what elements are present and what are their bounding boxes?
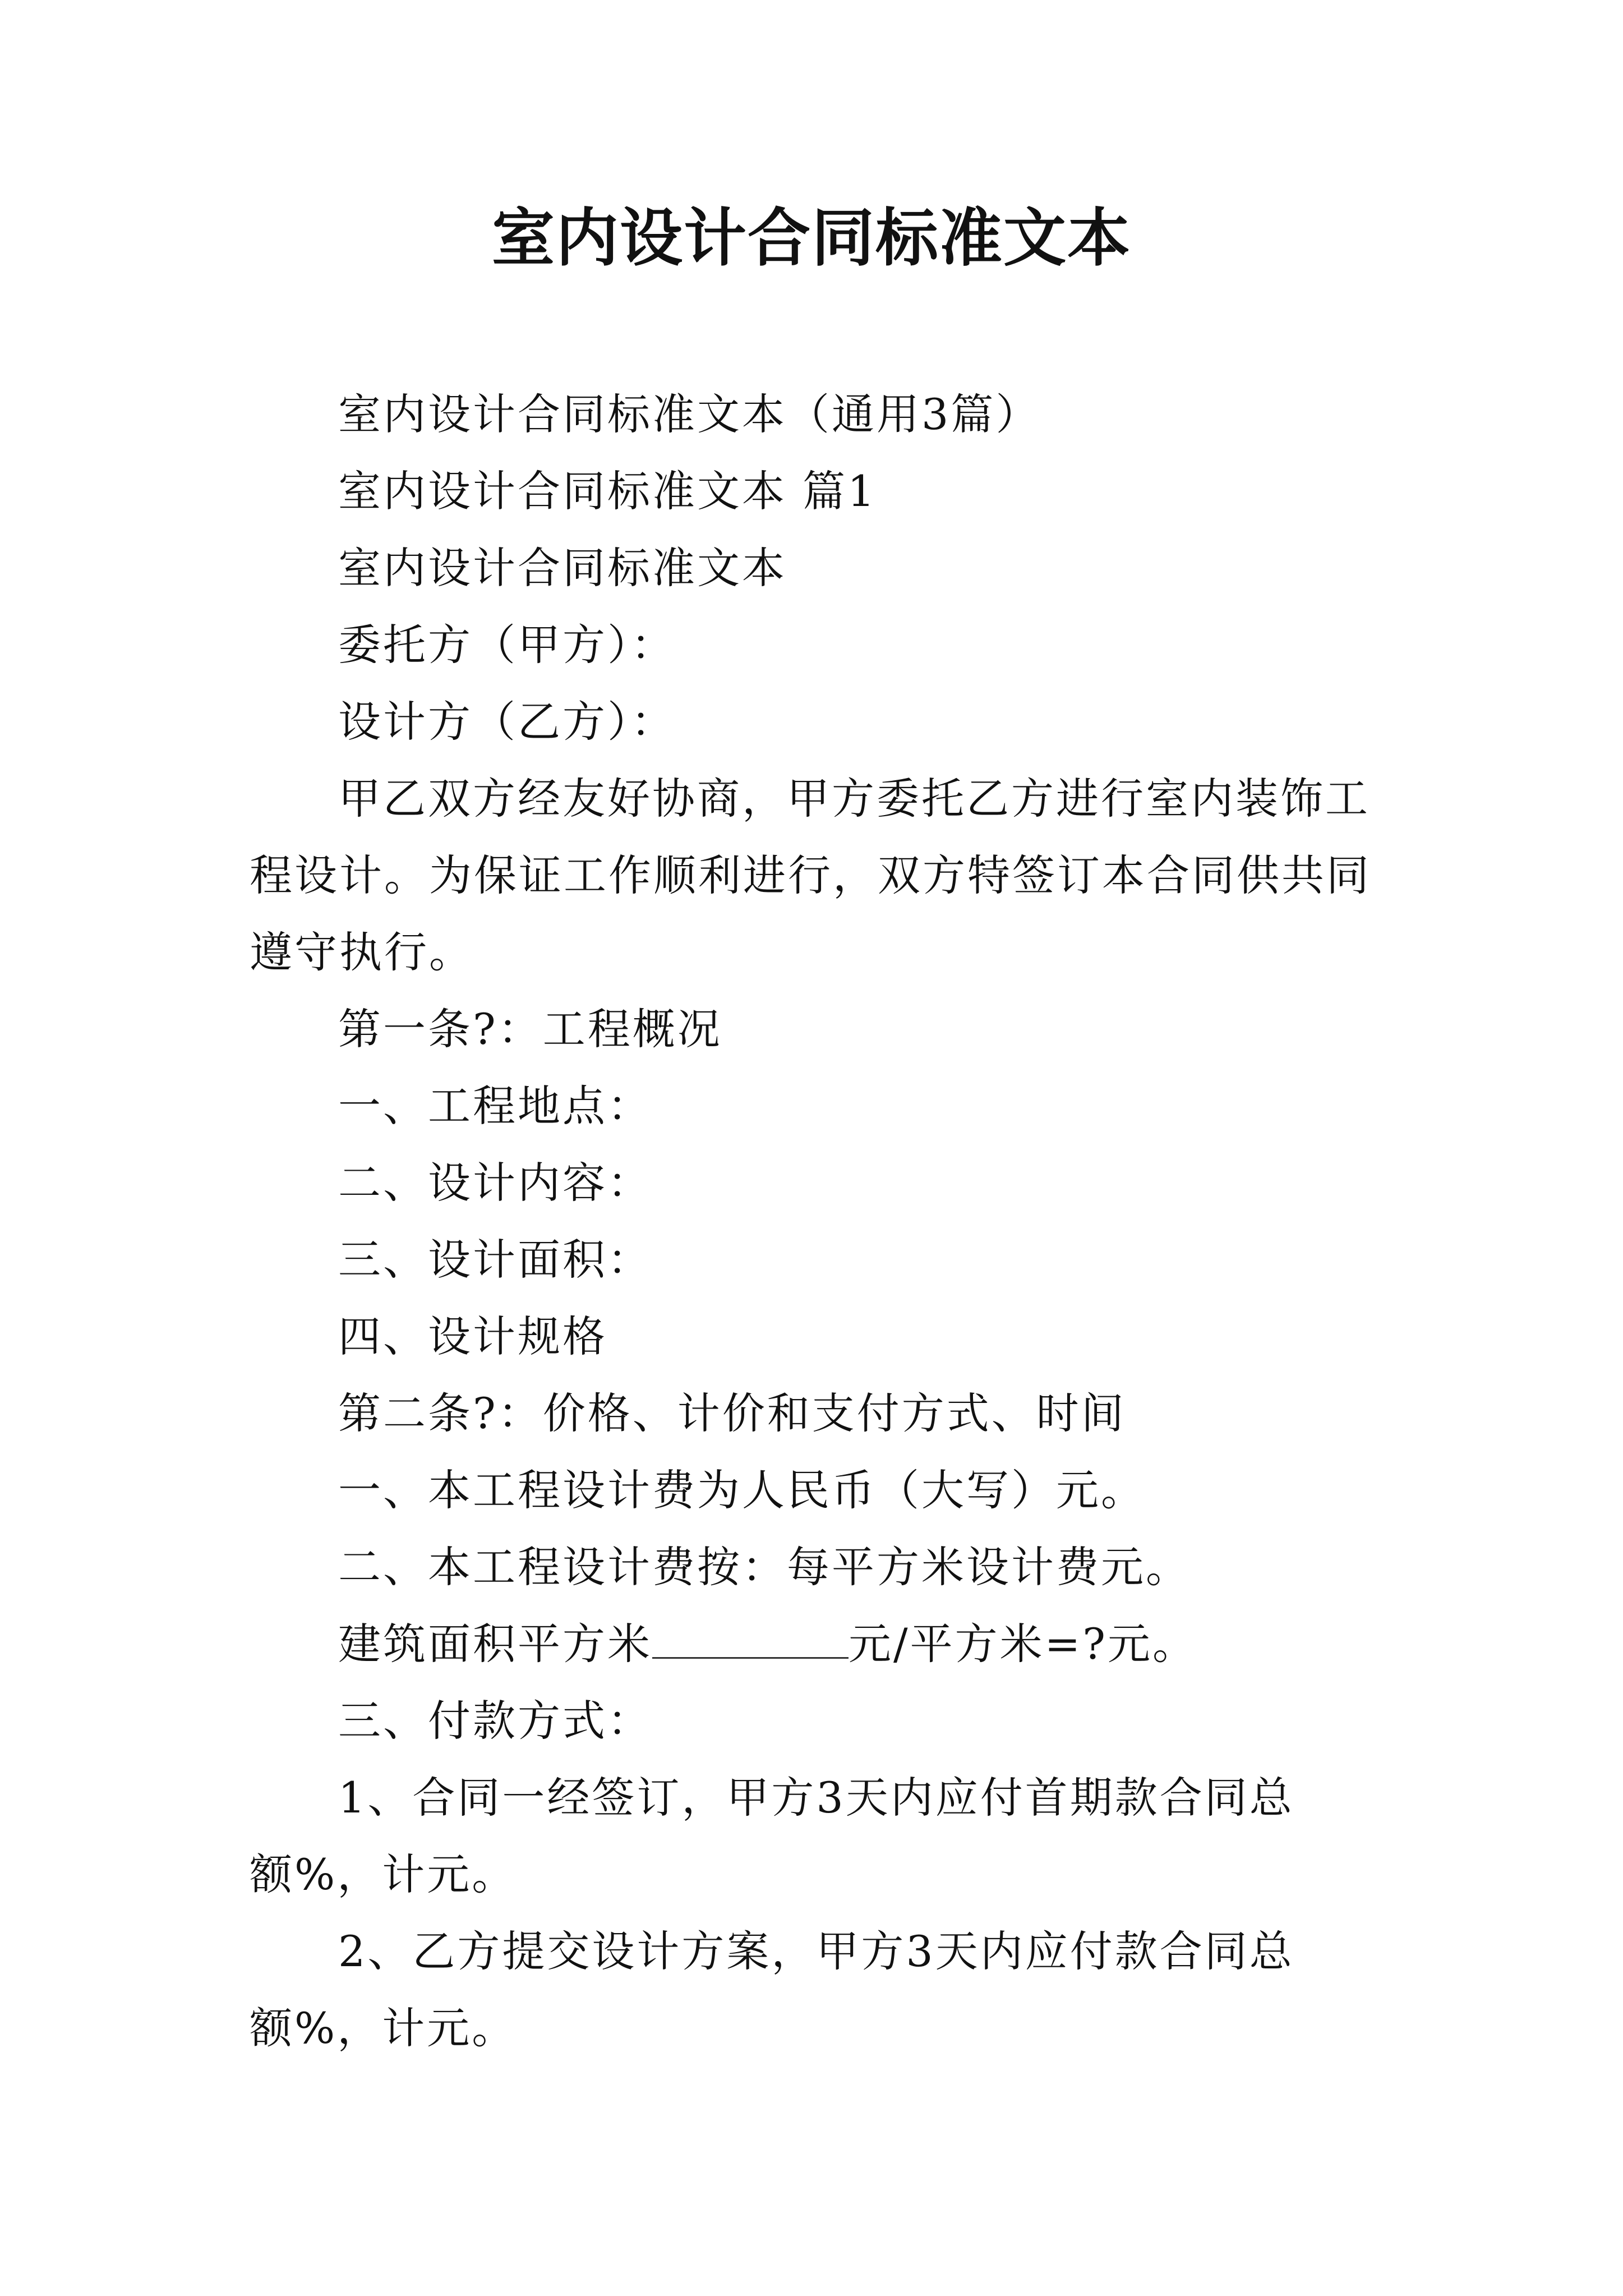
party-a-line: 委托方（甲方）： [338,620,676,670]
document-body [250,376,1388,2067]
article-2-heading: 第二条?：价格、计价和支付方式、时间 [338,1388,1126,1438]
paragraph: 一、工程地点： [338,1081,652,1131]
area-line-after: 元/平方米=?元。 [849,1619,1198,1669]
paragraph: 室内设计合同标准文本 篇1 [338,466,877,516]
blank-underline [652,1618,849,1659]
intro-paragraph: 甲乙双方经友好协商，甲方委托乙方进行室内装饰工程设计。为保证工作顺利进行，双方特签订本合同供共同遵守执行。 [250,774,1371,977]
paragraph: 四、设计规格 [338,1312,607,1361]
paragraph: 室内设计合同标准文本（通用3篇） [338,389,1041,439]
paragraph: 室内设计合同标准文本 [338,543,787,593]
paragraph: 二、本工程设计费按：每平方米设计费元。 [338,1542,1191,1592]
party-b-line: 设计方（乙方）： [338,697,676,747]
paragraph: 一、本工程设计费为人民币（大写）元。 [338,1465,1146,1515]
article-1-heading: 第一条?：工程概况 [338,1004,722,1054]
area-line [250,1605,1388,1682]
document-title: 室内设计合同标准文本 [492,202,1131,275]
paragraph: 三、设计面积： [338,1235,652,1285]
paragraph: 二、设计内容： [338,1158,652,1208]
payment-heading: 三、付款方式： [338,1696,652,1746]
payment-item: 2、乙方提交设计方案，甲方3天内应付款合同总额%，计元。 [250,1926,1294,2053]
payment-item: 1、合同一经签订，甲方3天内应付首期款合同总额%，计元。 [250,1773,1294,1899]
area-line-before: 建筑面积平方米 [338,1619,652,1669]
